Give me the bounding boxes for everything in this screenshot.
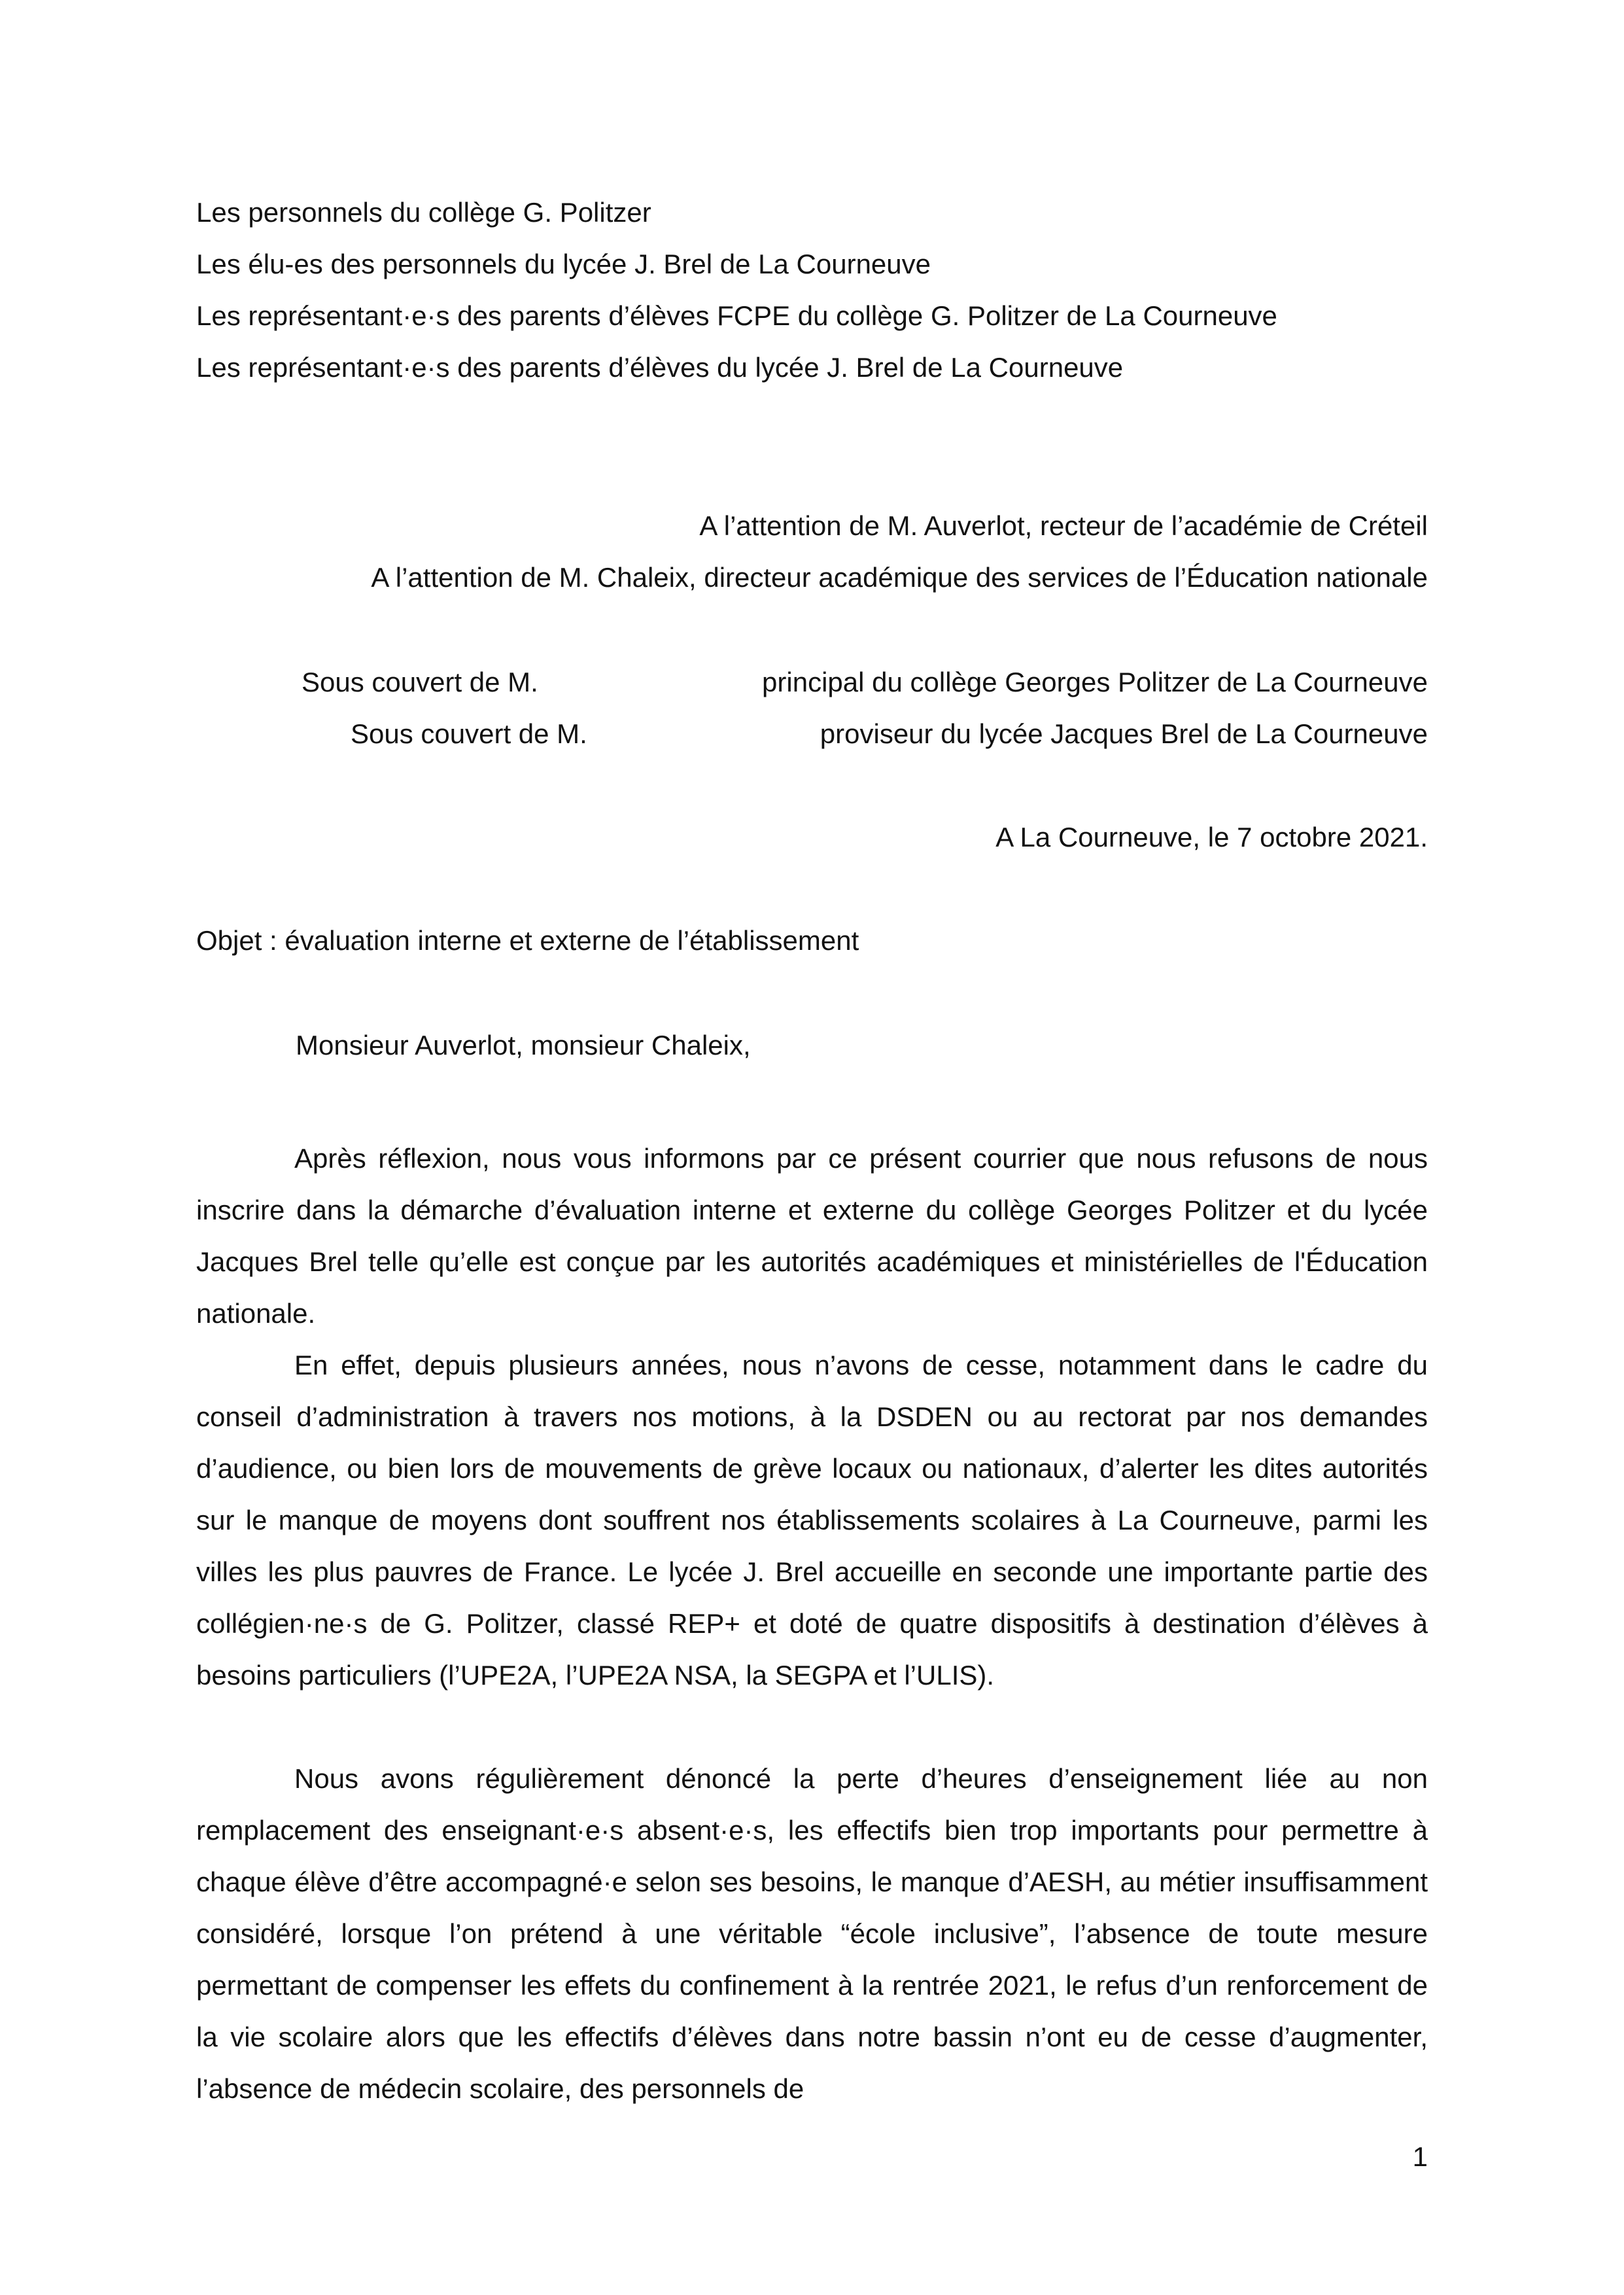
sender-line-2: Les élu-es des personnels du lycée J. Brel de La Courneuve bbox=[196, 249, 931, 279]
sender-line-1: Les personnels du collège G. Politzer bbox=[196, 197, 651, 228]
cover-role-1: principal du collège Georges Politzer de La Courneuve bbox=[762, 667, 1428, 697]
recipient-line-1: A l’attention de M. Auverlot, recteur de l’académie de Créteil bbox=[699, 510, 1428, 541]
cover-role-2: proviseur du lycée Jacques Brel de La Courneuve bbox=[820, 718, 1428, 749]
letter-salutation: Monsieur Auverlot, monsieur Chaleix, bbox=[296, 1030, 751, 1060]
cover-label-2: Sous couvert de M. bbox=[351, 718, 587, 749]
page-number: 1 bbox=[1412, 2141, 1428, 2172]
body-paragraph-2: En effet, depuis plusieurs années, nous n’avons de cesse, notamment dans le cadre du conseil d’administration à travers nos motions, à la DSDEN ou au rectorat par nos demandes d’audience, ou bien lors de mouvements de grève locaux ou nationaux, d’alerter les dites autorités sur le manque de moyens dont souffrent nos établissements scolaires à La Courneuve, parmi les villes les plus pauvres de France. Le lycée J. Brel accueille en seconde une importante partie des collégien·ne·s de G. Politzer, classé REP+ et doté de quatre dispositifs à destination d’élèves à besoins particuliers (l’UPE2A, l’UPE2A NSA, la SEGPA et l’ULIS). bbox=[196, 1350, 1428, 1691]
cover-label-1: Sous couvert de M. bbox=[302, 667, 538, 697]
letter-subject: Objet : évaluation interne et externe de l’établissement bbox=[196, 925, 859, 956]
letter-date: A La Courneuve, le 7 octobre 2021. bbox=[995, 822, 1428, 852]
sender-line-4: Les représentant·e·s des parents d’élèves du lycée J. Brel de La Courneuve bbox=[196, 352, 1124, 383]
recipient-line-2: A l’attention de M. Chaleix, directeur académique des services de l’Éducation nationale bbox=[371, 562, 1428, 593]
sender-line-3: Les représentant·e·s des parents d’élèves FCPE du collège G. Politzer de La Courneuve bbox=[196, 300, 1277, 331]
body-paragraph-3: Nous avons régulièrement dénoncé la perte d’heures d’enseignement liée au non remplacement des enseignant·e·s absent·e·s, les effectifs bien trop importants pour permettre à chaque élève d’être accompagné·e selon ses besoins, le manque d’AESH, au métier insuffisamment considéré, lorsque l’on prétend à une véritable “école inclusive”, l’absence de toute mesure permettant de compenser les effets du confinement à la rentrée 2021, le refus d’un renforcement de la vie scolaire alors que les effectifs d’élèves dans notre bassin n’ont eu de cesse d’augmenter, l’absence de médecin scolaire, des personnels de bbox=[196, 1763, 1428, 2104]
body-paragraph-1: Après réflexion, nous vous informons par ce présent courrier que nous refusons de nous inscrire dans la démarche d’évaluation interne et externe du collège Georges Politzer et du lycée Jacques Brel telle qu’elle est conçue par les autorités académiques et ministérielles de l'Éducation nationale. bbox=[196, 1143, 1428, 1329]
